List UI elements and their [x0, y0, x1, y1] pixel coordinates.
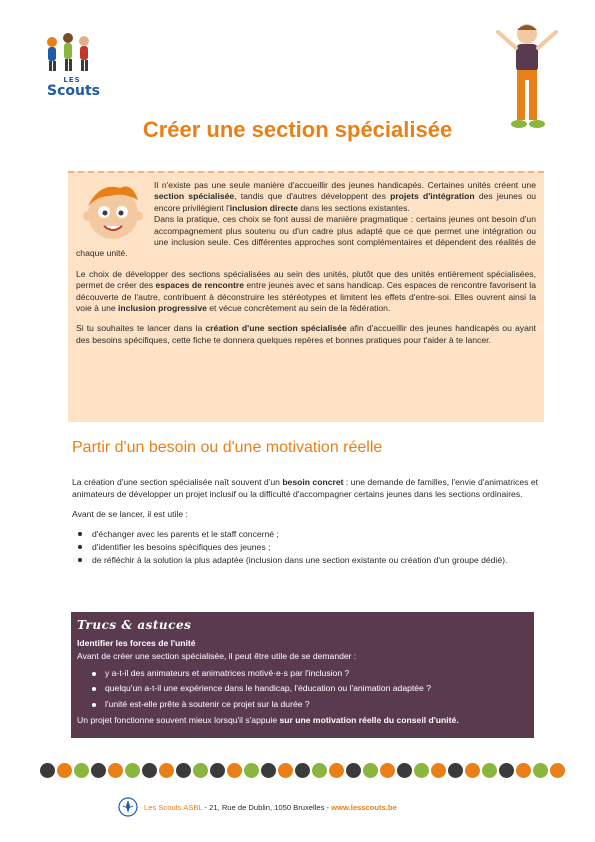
footer-org: Les Scouts ASBL — [144, 802, 203, 812]
decorative-activity-icon — [329, 763, 344, 778]
footer — [118, 797, 518, 817]
mascot-illustration — [492, 20, 562, 132]
section-bullet-list — [72, 528, 538, 566]
intro-paragraph-1: Il n'existe pas une seule manière d'accueillir des jeunes handicapés. Certaines unités créent une section spécialisée, tandis que d'autres développent des projets d'intégration des jeunes ou encore privilégient l'inclusion directe dans les sections existantes. Dans la pratique, ces choix se font aussi de manière pragmatique : certains jeunes ont besoin d'un accompagnement plus soutenu ou d'un cadre plus adapté que ce que permet une intégration ou une inclusion seule. Ces différentes approches sont complémentaires et dépendent des réalités de chaque unité. — [76, 180, 537, 259]
tips-closing: Un projet fonctionne souvent mieux lorsqu'il s'appuie sur une motivation réelle du conseil d'unité. — [77, 715, 459, 726]
decorative-activity-icon — [380, 763, 395, 778]
decorative-activity-icon — [57, 763, 72, 778]
decorative-activity-icon — [363, 763, 378, 778]
page-title: Créer une section spécialisée — [142, 117, 453, 142]
decorative-activity-icon — [74, 763, 89, 778]
intro-text — [76, 180, 536, 355]
decorative-activity-icon — [159, 763, 174, 778]
decorative-icon-strip — [40, 758, 565, 782]
tips-title: Trucs & astuces — [77, 618, 192, 632]
decorative-activity-icon — [142, 763, 157, 778]
decorative-activity-icon — [244, 763, 259, 778]
tips-subtitle: Identifier les forces de l'unité — [77, 638, 196, 648]
decorative-activity-icon — [40, 763, 55, 778]
list-item: y a-t-il des animateurs et animatrices motivé·e·s par l'inclusion ? — [105, 666, 528, 682]
decorative-activity-icon — [278, 763, 293, 778]
scouts-logo — [40, 32, 102, 106]
list-item: de réfléchir à la solution la plus adaptée (inclusion dans une section existante ou création d'un groupe dédié). — [92, 554, 538, 566]
section-body — [72, 476, 538, 567]
decorative-activity-icon — [431, 763, 446, 778]
scouts-emblem-icon — [118, 797, 138, 817]
decorative-activity-icon — [499, 763, 514, 778]
logo-bottom-text: Scouts — [47, 83, 100, 99]
decorative-activity-icon — [108, 763, 123, 778]
footer-website-link[interactable]: www.lesscouts.be — [331, 802, 397, 812]
decorative-activity-icon — [482, 763, 497, 778]
footer-address: - 21, Rue de Dublin, 1050 Bruxelles - — [202, 802, 332, 812]
decorative-activity-icon — [414, 763, 429, 778]
section-paragraph-1: La création d'une section spécialisée naît souvent d'un besoin concret : une demande de familles, l'envie d'animatrices et animateurs de développer un projet inclusif ou la difficulté d'accompagner certains jeunes dans les sections ordinaires. — [72, 477, 538, 499]
list-item: quelqu'un a-t-il une expérience dans le handicap, l'éducation ou l'animation adaptée ? — [105, 681, 528, 697]
tips-intro: Avant de créer une section spécialisée, il peut être utile de se demander : — [77, 651, 357, 661]
list-item: d'échanger avec les parents et le staff concerné ; — [92, 528, 538, 540]
decorative-activity-icon — [193, 763, 208, 778]
decorative-activity-icon — [550, 763, 565, 778]
decorative-activity-icon — [125, 763, 140, 778]
list-item: d'identifier les besoins spécifiques des jeunes ; — [92, 541, 538, 553]
intro-paragraph-2: Le choix de développer des sections spécialisées au sein des unités, plutôt que des unités entièrement spécialisées, permet de créer des espaces de rencontre entre jeunes avec et sans handicap. Ces espaces de rencontre favorisent la découverte de l'autre, contribuent à déconstruire les stéréotypes et limitent les effets d'entre-soi. Elles ouvrent ainsi la voie à une inclusion progressive et vécue concrètement au sein de la fédération. — [76, 268, 536, 314]
intro-paragraph-3: Si tu souhaites te lancer dans la création d'une section spécialisée afin d'accueillir des jeunes handicapés ou ayant des besoins spécifiques, cette fiche te donnera quelques repères et bonnes pratiques pour t'aider à te lancer. — [76, 323, 537, 345]
decorative-activity-icon — [210, 763, 225, 778]
decorative-activity-icon — [261, 763, 276, 778]
decorative-activity-icon — [227, 763, 242, 778]
decorative-activity-icon — [465, 763, 480, 778]
decorative-activity-icon — [397, 763, 412, 778]
section-paragraph-2: Avant de se lancer, il est utile : — [72, 509, 188, 519]
decorative-activity-icon — [516, 763, 531, 778]
children-group-icon — [40, 32, 102, 78]
list-item: l'unité est-elle prête à soutenir ce projet sur la durée ? — [105, 697, 528, 713]
decorative-activity-icon — [176, 763, 191, 778]
decorative-activity-icon — [533, 763, 548, 778]
decorative-activity-icon — [91, 763, 106, 778]
tips-bullet-list — [77, 666, 528, 713]
section-heading: Partir d'un besoin ou d'une motivation réelle — [72, 439, 383, 456]
decorative-activity-icon — [346, 763, 361, 778]
decorative-activity-icon — [448, 763, 463, 778]
logo-top-text: LES — [63, 76, 81, 84]
tips-box — [71, 612, 534, 738]
decorative-activity-icon — [295, 763, 310, 778]
decorative-activity-icon — [312, 763, 327, 778]
